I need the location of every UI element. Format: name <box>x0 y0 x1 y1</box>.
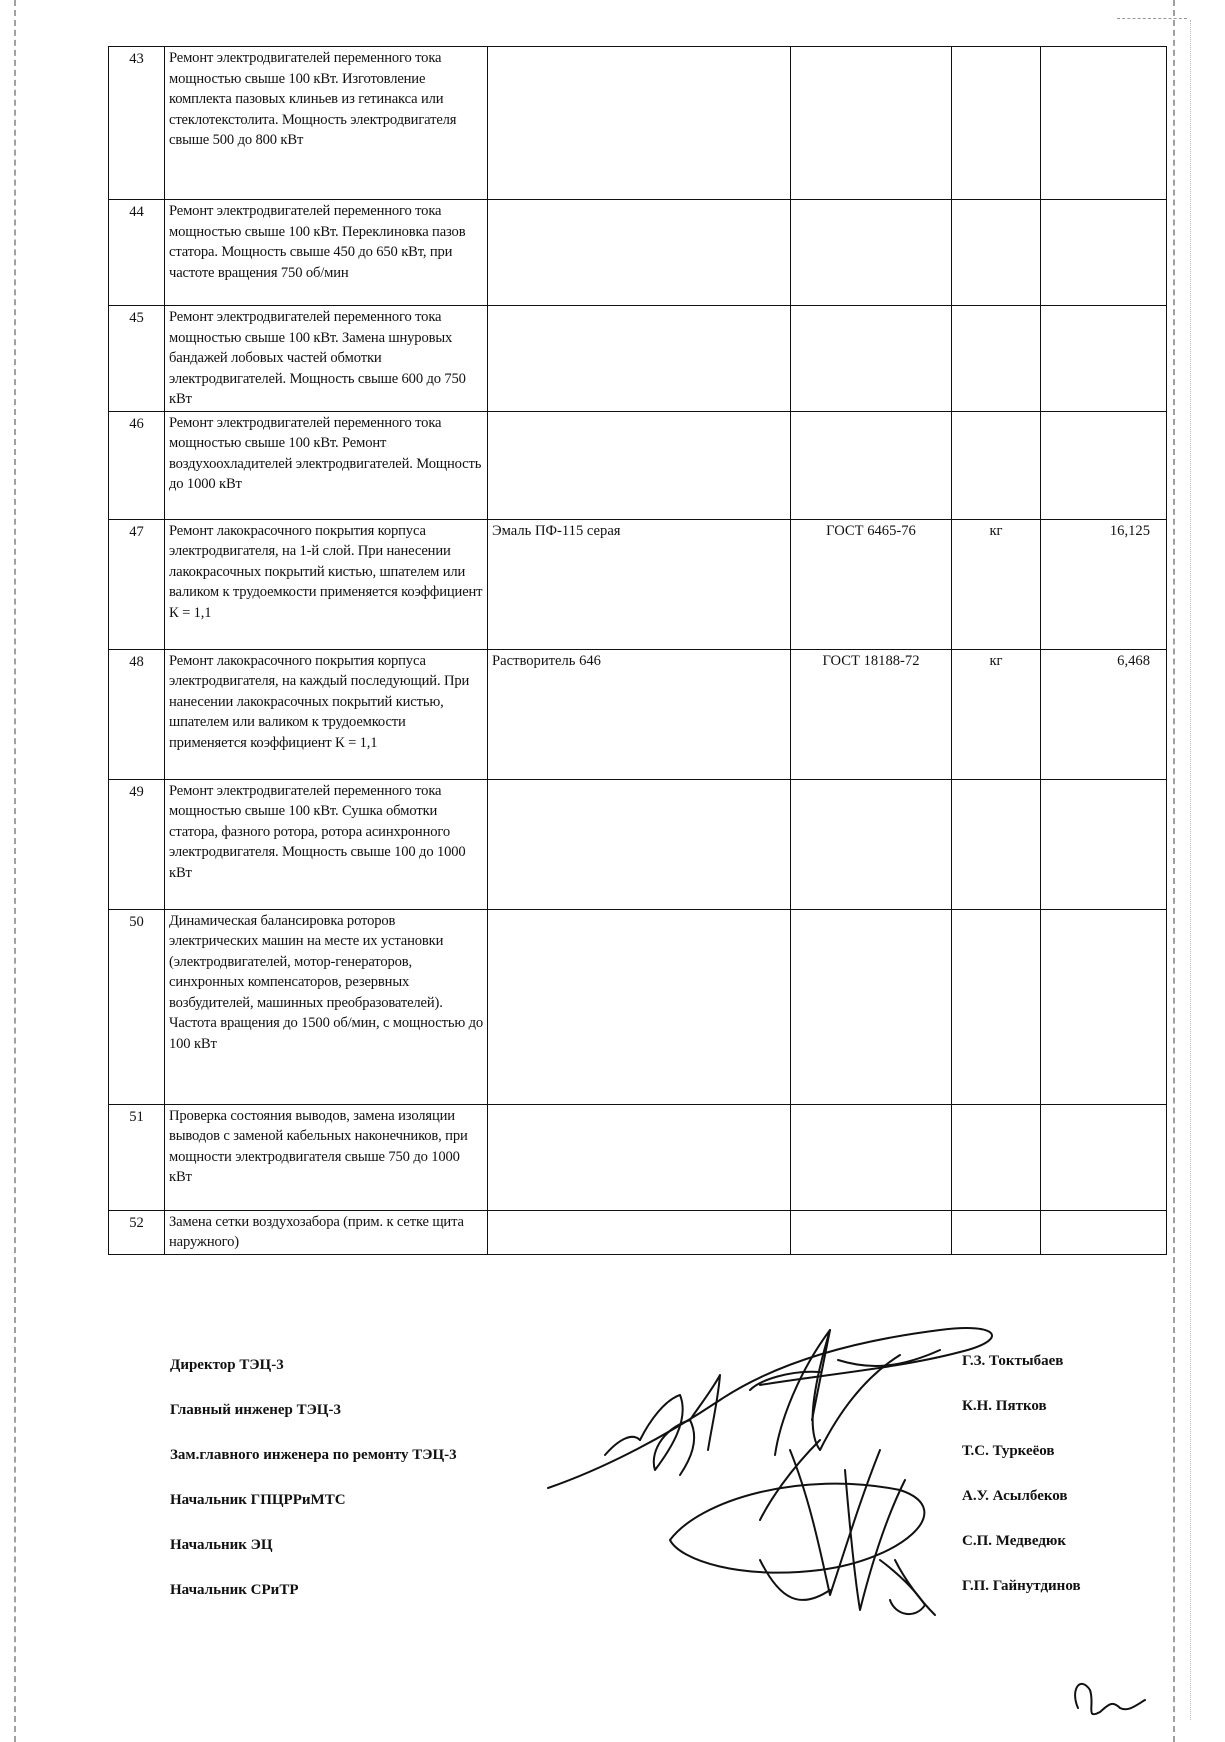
table-row <box>109 47 1167 200</box>
signer-position: Главный инженер ТЭЦ-3 <box>170 1402 341 1418</box>
material-unit <box>952 200 1041 306</box>
scan-edge-right <box>1173 0 1175 1742</box>
row-number: 51 <box>109 1104 165 1210</box>
material-quantity <box>1041 47 1167 200</box>
work-description: Динамическая балансировка роторов электрических машин на месте их установки (электродвигателей, мотор-генераторов, синхронных компенсаторов, резервных возбудителей, машинных преобразователей). Частота вращения до 1500 об/мин, с мощностью до 100 кВт <box>165 909 488 1104</box>
material-quantity <box>1041 200 1167 306</box>
row-number: 47 <box>109 519 165 649</box>
material-name: Растворитель 646 <box>488 649 791 779</box>
material-standard <box>791 1210 952 1254</box>
material-unit <box>952 306 1041 412</box>
material-name <box>488 200 791 306</box>
material-name <box>488 909 791 1104</box>
row-number: 46 <box>109 411 165 519</box>
row-number: 44 <box>109 200 165 306</box>
material-unit <box>952 909 1041 1104</box>
material-name <box>488 411 791 519</box>
material-name <box>488 47 791 200</box>
signer-position: Начальник ГПЦРРиМТС <box>170 1492 346 1508</box>
signer-position: Начальник СРиТР <box>170 1582 299 1598</box>
works-table <box>108 46 1167 1255</box>
signer-name: Т.С. Туркеёов <box>962 1443 1055 1459</box>
material-unit <box>952 779 1041 909</box>
signer-name: К.Н. Пятков <box>962 1398 1047 1414</box>
table-row <box>109 411 1167 519</box>
material-quantity <box>1041 1210 1167 1254</box>
work-description: Ремонт электродвигателей переменного тока мощностью свыше 100 кВт. Замена шнуровых бандажей лобовых частей обмотки электродвигателей. Мощность свыше 600 до 750 кВт <box>165 306 488 412</box>
row-number: 52 <box>109 1210 165 1254</box>
signer-name: Г.З. Токтыбаев <box>962 1353 1064 1369</box>
material-standard <box>791 47 952 200</box>
work-description: Проверка состояния выводов, замена изоляции выводов с заменой кабельных наконечников, при мощности электродвигателя свыше 750 до 1000 кВт <box>165 1104 488 1210</box>
signer-position: Начальник ЭЦ <box>170 1537 273 1553</box>
material-standard <box>791 200 952 306</box>
table-row <box>109 649 1167 779</box>
signer-name: А.У. Асылбеков <box>962 1488 1068 1504</box>
material-name <box>488 779 791 909</box>
scan-edge-left <box>14 0 16 1742</box>
material-standard: ГОСТ 6465-76 <box>791 519 952 649</box>
material-standard <box>791 1104 952 1210</box>
signer-name: Г.П. Гайнутдинов <box>962 1578 1081 1594</box>
work-description: Ремонт лакокрасочного покрытия корпуса электродвигателя, на каждый последующий. При нанесении лакокрасочных покрытий кистью, шпателем или валиком к трудоемкости применяется коэффициент К = 1,1 <box>165 649 488 779</box>
row-number: 48 <box>109 649 165 779</box>
row-number: 50 <box>109 909 165 1104</box>
scan-edge-right-dotted <box>1190 20 1191 1720</box>
work-description: Замена сетки воздухозабора (прим. к сетке щита наружного) <box>165 1210 488 1254</box>
material-unit: кг <box>952 649 1041 779</box>
material-unit <box>952 411 1041 519</box>
work-description: Ремонт электродвигателей переменного тока мощностью свыше 100 кВт. Ремонт воздухоохладителей электродвигателей. Мощность до 1000 кВт <box>165 411 488 519</box>
work-description: Ремонт лакокрасочного покрытия корпуса электродвигателя, на 1-й слой. При нанесении лакокрасочных покрытий кистью, шпателем или валиком к трудоемкости применяется коэффициент К = 1,1 <box>165 519 488 649</box>
material-quantity <box>1041 411 1167 519</box>
material-quantity <box>1041 779 1167 909</box>
material-quantity: 6,468 <box>1041 649 1167 779</box>
table-row <box>109 779 1167 909</box>
signer-position: Директор ТЭЦ-3 <box>170 1357 284 1373</box>
table-row <box>109 909 1167 1104</box>
material-name <box>488 1210 791 1254</box>
material-unit <box>952 1210 1041 1254</box>
material-standard <box>791 411 952 519</box>
work-description: Ремонт электродвигателей переменного тока мощностью свыше 100 кВт. Переклиновка пазов статора. Мощность свыше 450 до 650 кВт, при частоте вращения 750 об/мин <box>165 200 488 306</box>
table-row <box>109 1104 1167 1210</box>
table-row <box>109 200 1167 306</box>
table-row <box>109 306 1167 412</box>
table-row <box>109 519 1167 649</box>
work-description: Ремонт электродвигателей переменного тока мощностью свыше 100 кВт. Сушка обмотки статора, фазного ротора, ротора асинхронного электродвигателя. Мощность свыше 100 до 1000 кВт <box>165 779 488 909</box>
row-number: 43 <box>109 47 165 200</box>
material-standard <box>791 306 952 412</box>
signer-position: Зам.главного инженера по ремонту ТЭЦ-3 <box>170 1447 457 1463</box>
material-name <box>488 1104 791 1210</box>
work-description: Ремонт электродвигателей переменного тока мощностью свыше 100 кВт. Изготовление комплекта пазовых клиньев из гетинакса или стеклотекстолита. Мощность электродвигателя свыше 500 до 800 кВт <box>165 47 488 200</box>
table-row <box>109 1210 1167 1254</box>
material-quantity <box>1041 1104 1167 1210</box>
row-number: 49 <box>109 779 165 909</box>
material-name: Эмаль ПФ-115 серая <box>488 519 791 649</box>
material-quantity <box>1041 306 1167 412</box>
scan-edge-top <box>1117 18 1187 19</box>
material-quantity: 16,125 <box>1041 519 1167 649</box>
material-unit <box>952 47 1041 200</box>
material-standard: ГОСТ 18188-72 <box>791 649 952 779</box>
material-name <box>488 306 791 412</box>
signer-name: С.П. Медведюк <box>962 1533 1067 1549</box>
material-standard <box>791 909 952 1104</box>
material-standard <box>791 779 952 909</box>
material-unit: кг <box>952 519 1041 649</box>
material-quantity <box>1041 909 1167 1104</box>
material-unit <box>952 1104 1041 1210</box>
row-number: 45 <box>109 306 165 412</box>
